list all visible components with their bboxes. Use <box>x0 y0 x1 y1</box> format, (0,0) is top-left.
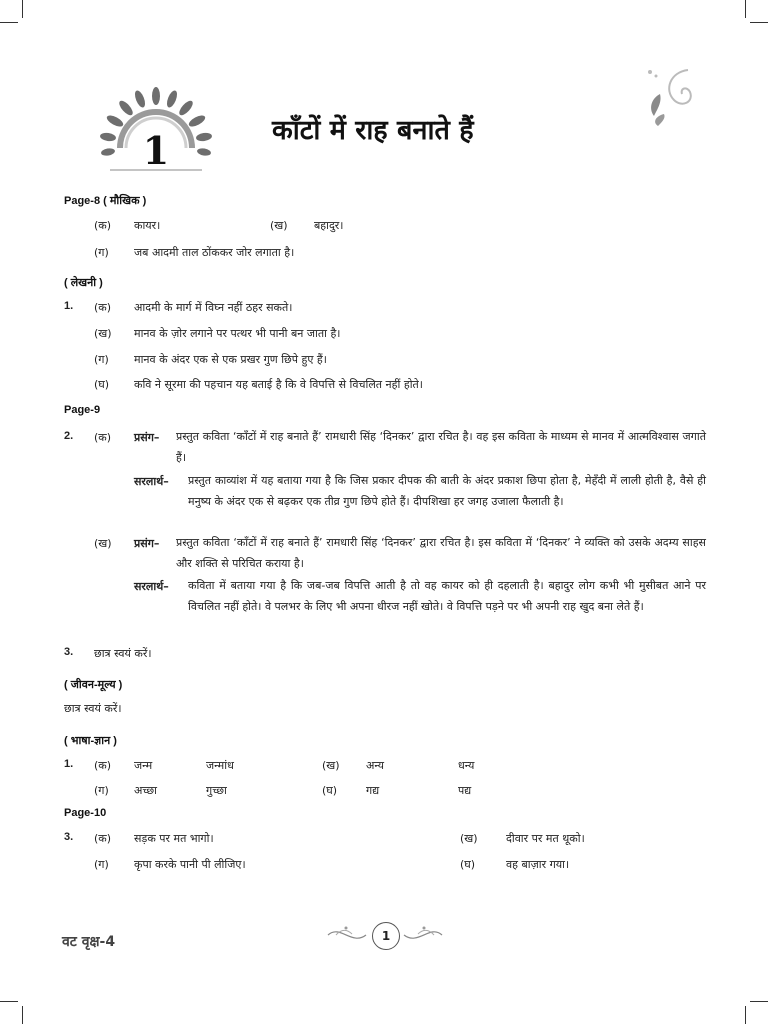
floral-ornament-icon <box>640 64 700 128</box>
answer-text: आदमी के मार्ग में विघ्न नहीं ठहर सकते। <box>134 301 293 314</box>
answer-text: दीवार पर मत थूको। <box>506 832 585 845</box>
answer-text: जब आदमी ताल ठोंककर जोर लगाता है। <box>134 246 295 259</box>
option-label: (क) <box>94 759 112 772</box>
book-name: वट वृक्ष-4 <box>62 934 116 950</box>
crop-mark <box>0 1001 18 1002</box>
option-label: (ग) <box>94 858 109 871</box>
answer-word: गद्य <box>366 784 380 797</box>
option-label: (घ) <box>460 858 476 871</box>
crop-mark <box>750 1001 768 1002</box>
page-reference: Page-10 <box>64 807 107 819</box>
option-label: (घ) <box>94 378 110 391</box>
page-reference: Page-9 <box>64 404 101 416</box>
question-number: 1. <box>64 758 74 770</box>
sarlarth-text: प्रस्तुत काव्यांश में यह बताया गया है कि जिस प्रकार दीपक की बाती के अंदर प्रकाश छिपा होता है, मेहँदी में लाली होती है, वैसे ही मनुष्य के अंदर एक से बढ़कर एक तीव्र गुण छिपे होते हैं। दीपशिखा हर जगह उजाला फैलाती है। <box>188 474 706 508</box>
option-label: (क) <box>94 219 112 232</box>
question-number: 3. <box>64 831 74 843</box>
crop-mark <box>22 0 23 18</box>
answer-word: जन्म <box>134 759 153 772</box>
option-label: (ग) <box>94 246 109 259</box>
prasang-text: प्रस्तुत कविता ‘काँटों में राह बनाते हैं’ रामधारी सिंह ‘दिनकर’ द्वारा रचित है। वह इस कविता के माध्यम से मानव में आत्मविश्वास जगाते हैं। <box>176 430 706 464</box>
answer-word: पद्य <box>458 784 472 797</box>
crop-mark <box>0 22 18 23</box>
section-heading-maukhik: Page-8 ( मौखिक ) <box>64 195 147 207</box>
option-label: (ख) <box>322 759 340 772</box>
term-sarlarth: सरलार्थ– <box>134 475 169 488</box>
section-heading-lekhni: ( लेखनी ) <box>64 277 103 289</box>
answer-text: वह बाज़ार गया। <box>506 858 570 871</box>
answer-text: कायर। <box>134 219 161 232</box>
answer-text: छात्र स्वयं करें। <box>64 702 122 715</box>
page-number: 1 <box>372 922 400 950</box>
answer-text: कृपा करके पानी पी लीजिए। <box>134 858 246 871</box>
answer-word: धन्य <box>458 759 475 772</box>
term-prasang: प्रसंग– <box>134 431 160 444</box>
option-label: (ग) <box>94 353 109 366</box>
answer-text: मानव के ज़ोर लगाने पर पत्थर भी पानी बन जाता है। <box>134 327 341 340</box>
option-label: (क) <box>94 301 112 314</box>
sarlarth-text: कविता में बताया गया है कि जब-जब विपत्ति आती है तो वह कायर को ही दहलाती है। बहादुर लोग कभी भी मुसीबत आने पर विचलित नहीं होते। वे पलभर के लिए भी अपना धीरज नहीं खोते। वे विपत्ति पड़ने पर भी अपनी राह खुद बना लेते हैं। <box>188 579 706 613</box>
option-label: (ख) <box>94 537 112 550</box>
option-label: (ख) <box>270 219 288 232</box>
chapter-title: काँटों में राह बनाते हैं <box>272 115 474 146</box>
answer-text: बहादुर। <box>314 219 344 232</box>
crop-mark <box>750 22 768 23</box>
crop-mark <box>745 1006 746 1024</box>
chapter-number: 1 <box>142 128 170 173</box>
prasang-text: प्रस्तुत कविता ‘काँटों में राह बनाते हैं’ रामधारी सिंह ‘दिनकर’ द्वारा रचित है। इस कविता में ‘दिनकर’ ने व्यक्ति को उसके अदम्य साहस और शक्ति से परिचित कराया है। <box>176 536 706 570</box>
crop-mark <box>745 0 746 18</box>
term-sarlarth: सरलार्थ– <box>134 580 169 593</box>
option-label: (क) <box>94 832 112 845</box>
term-prasang: प्रसंग– <box>134 537 160 550</box>
option-label: (क) <box>94 431 112 444</box>
answer-text: मानव के अंदर एक से एक प्रखर गुण छिपे हुए हैं। <box>134 353 327 366</box>
answer-text: छात्र स्वयं करें। <box>94 647 152 660</box>
crop-mark <box>22 1006 23 1024</box>
answer-word: अन्य <box>366 759 385 772</box>
question-number: 2. <box>64 430 74 442</box>
option-label: (ग) <box>94 784 109 797</box>
option-label: (घ) <box>322 784 338 797</box>
answer-word: गुच्छा <box>206 784 227 797</box>
option-label: (ख) <box>94 327 112 340</box>
section-heading-bhasha: ( भाषा-ज्ञान ) <box>64 735 117 747</box>
answer-text: कवि ने सूरमा की पहचान यह बताई है कि वे विपत्ति से विचलित नहीं होते। <box>134 378 423 391</box>
question-number: 3. <box>64 646 74 658</box>
question-number: 1. <box>64 300 74 312</box>
option-label: (ख) <box>460 832 478 845</box>
answer-word: अच्छा <box>134 784 158 797</box>
section-heading-jeevan: ( जीवन-मूल्य ) <box>64 679 123 691</box>
answer-word: जन्मांध <box>206 759 234 772</box>
answer-text: सड़क पर मत भागो। <box>134 832 214 845</box>
